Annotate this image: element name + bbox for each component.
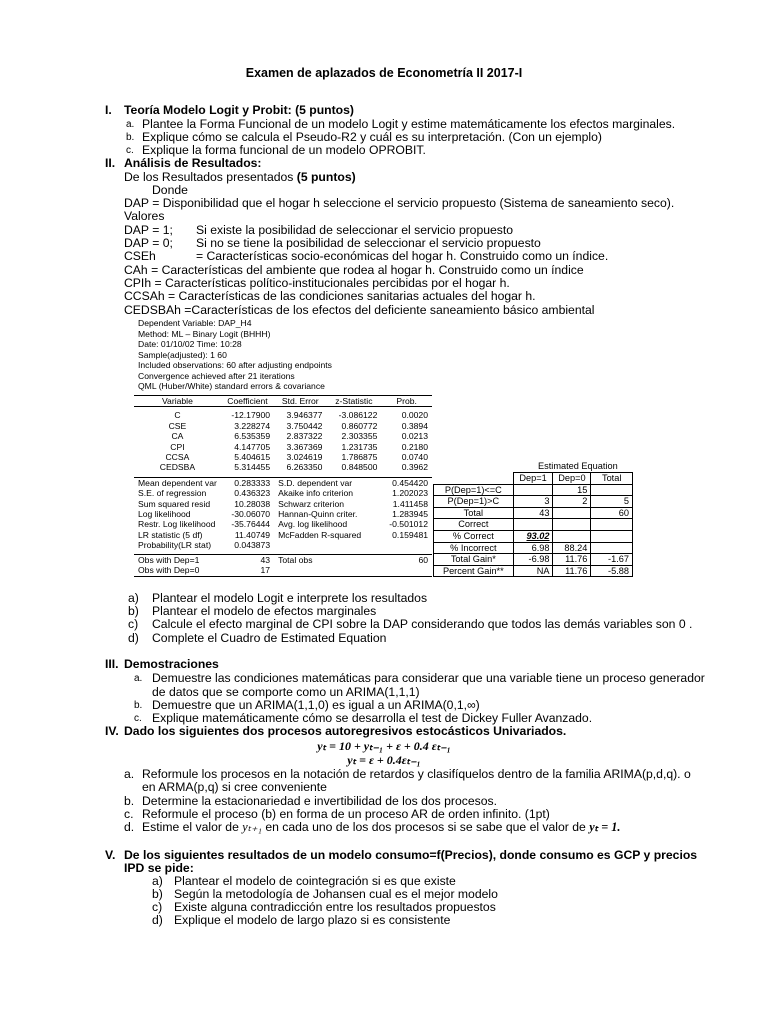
stat-value: 0.436323 [234,488,271,499]
table-cell [513,484,553,496]
stat-value: 0.454420 [381,477,432,488]
table-cell [513,519,553,531]
question-text: Explique matemáticamente cómo se desarrolla el test de Dickey Fuller Avanzado. [152,711,593,725]
stat-label: Schwarz criterion [278,498,344,509]
table-cell: -3.086122 [338,410,378,421]
column-header: Dep=1 [513,473,553,485]
table-row [434,507,633,519]
dap-1-label: DAP = 1; [124,223,173,237]
regression-header [138,318,332,392]
item-marker: a. [124,767,135,781]
table-cell: 0.860772 [341,420,378,431]
question-text: Explique el modelo de largo plazo si es consistente [174,913,451,927]
stats-row [134,499,432,509]
question-text: Explique cómo se calcula el Pseudo-R2 y cuál es su interpretación. (Con un ejemplo) [142,130,602,144]
question-text: Demuestre las condiciones matemáticas para considerar que una variable tiene un proceso generador [152,671,705,685]
stats-row [134,509,432,519]
section-4-heading: Dado los siguientes dos procesos autoregresivos estocásticos Univariados. [124,724,567,738]
table-cell: 0.2180 [401,441,428,452]
question-text: Reformule los procesos en la notación de retardos y clasifíquelos dentro de la familia ARIMA(p,d,q). o [142,767,691,781]
highlighted-cell: 93.02 [526,530,550,541]
stat-label: S.D. dependent var [274,477,381,488]
table-cell: 1.231735 [341,441,378,452]
regression-table-header [134,396,432,407]
stat-value: 0.283333 [221,477,274,488]
table-row [434,496,633,508]
stat-label: S.E. of regression [138,488,207,499]
table-cell: 3 [513,496,553,508]
row-label: P(Dep=1)>C [434,496,514,508]
table-cell: 88.24 [553,542,591,554]
table-cell: CCSA [165,452,190,463]
item-marker: d) [152,913,163,927]
table-cell: 2.303355 [341,431,378,442]
dap-0-text: Si no se tiene la posibilidad de seleccionar el servicio propuesto [196,236,541,250]
item-marker: b. [126,132,135,143]
table-cell: 3.367369 [286,441,323,452]
item-marker: a) [128,591,139,605]
table-row [134,421,432,431]
stats-row [134,477,432,488]
table-cell: 5.404615 [234,452,271,463]
column-header: Total [591,473,633,485]
definition-dap: DAP = Disponibilidad que el hogar h seleccione el servicio propuesto (Sistema de saneamiento seco). [124,196,675,210]
section-1-number: I. [105,103,112,117]
stat-value: 43 [221,554,274,565]
section-2-number: II. [105,156,116,170]
item-marker: a. [134,673,143,684]
regression-header-line: Sample(adjusted): 1 60 [138,349,227,360]
ee-header-row [434,473,633,485]
table-cell: CEDSBA [159,462,196,473]
item-marker: b. [124,794,135,808]
row-label: % Correct [434,530,514,542]
column-header: Variable [134,396,221,407]
row-label: Correct [434,519,514,531]
estimated-equation-title: Estimated Equation [538,461,618,471]
item-marker: b) [152,887,163,901]
table-cell: 11.76 [553,565,591,577]
stat-value [381,540,432,550]
stat-label [274,565,381,576]
stat-value: 10.28038 [234,498,271,509]
table-cell [553,530,591,542]
table-cell: 1.786875 [341,452,378,463]
item-marker: c) [152,900,163,914]
table-row [134,442,432,452]
stat-label: Probability(LR stat) [138,540,212,551]
item-marker: b) [128,604,139,618]
equation-1: yₜ = 10 + yₜ₋₁ + ε + 0.4 εₜ₋₁ [317,739,451,753]
table-cell: -5.88 [591,565,633,577]
table-cell: 0.0740 [401,452,428,463]
task-text: Plantear el modelo de efectos marginales [152,604,377,618]
question-text: Existe alguna contradicción entre los resultados propuestos [174,900,496,914]
definition-cedsbah: CEDSBAh =Características de los efectos del deficiente saneamiento básico ambiental [124,303,595,317]
regression-header-line: Method: ML – Binary Logit (BHHH) [138,328,271,339]
stat-value: 1.202023 [392,488,428,499]
stat-label: Sum squared resid [138,498,211,509]
table-cell: 43 [513,507,553,519]
stat-label: Mean dependent var [134,477,221,488]
table-cell: 2 [553,496,591,508]
stat-label: Restr. Log likelihood [138,519,216,530]
definition-ccsah: CCSAh = Características de las condiciones sanitarias actuales del hogar h. [124,289,536,303]
section-3-number: III. [105,657,119,671]
valores-label: Valores [124,209,165,223]
section-5-heading: De los siguientes resultados de un modelo consumo=f(Precios), donde consumo es GCP y precios [124,848,698,862]
table-cell: 5 [591,496,633,508]
dap-0-label: DAP = 0; [124,236,173,250]
table-cell: -1.67 [591,554,633,566]
stat-value: -35.76444 [231,519,271,530]
table-cell: CPI [170,441,185,452]
table-cell: 0.3962 [401,462,428,473]
table-cell: CA [171,431,184,442]
regression-header-line: Dependent Variable: DAP_H4 [138,318,252,328]
table-cell: CSE [168,420,187,431]
definition-cpih: CPIh = Características político-institucionales percibidas por el hogar h. [124,276,510,290]
item-marker: c. [126,145,134,156]
stat-label: LR statistic (5 df) [138,529,203,540]
task-text: Plantear el modelo Logit e interprete los resultados [152,591,428,605]
stat-value: -30.06070 [231,509,271,520]
column-header: Prob. [381,396,432,407]
stats-row [134,488,432,498]
table-cell: 11.76 [553,554,591,566]
stats-row [134,530,432,540]
stat-value [381,565,432,576]
stat-label: Hannan-Quinn criter. [278,509,358,520]
table-cell: 15 [553,484,591,496]
question-text: Plantee la Forma Funcional de un modelo Logit y estime matemáticamente los efectos marginales. [142,117,676,131]
question-text: Determine la estacionariedad e invertibilidad de los dos procesos. [142,794,497,808]
section-5-heading-cont: IPD se pide: [124,861,194,875]
regression-header-line: QML (Huber/White) standard errors & covariance [138,381,325,391]
estimated-equation-table [433,472,633,577]
stats-row [134,519,432,529]
column-header [434,473,514,485]
row-label: P(Dep=1)<=C [434,484,514,496]
stat-label: Total obs [274,554,381,565]
table-cell [591,530,633,542]
table-cell: 2.837322 [286,431,323,442]
table-cell [553,519,591,531]
table-row [134,410,432,420]
table-cell: C [174,410,181,421]
table-row [134,452,432,462]
question-text: Explique la forma funcional de un modelo OPROBIT. [142,143,426,157]
question-text: Según la metodología de Johansen cual es el mejor modelo [174,887,498,901]
stat-label: McFadden R-squared [278,529,362,540]
table-cell: 0.0213 [401,431,428,442]
stat-value: 1.411458 [392,498,428,509]
item-marker: d. [124,820,135,834]
donde-label: Donde [152,183,188,197]
equation-2: yₜ = ε + 0.4εₜ₋₁ [347,753,421,767]
table-row [434,565,633,577]
cseh-text: = Características socio-económicas del hogar h. Construido como un índice. [196,249,609,263]
stat-value: 60 [381,554,432,565]
regression-header-line: Date: 01/10/02 Time: 10:28 [138,339,242,349]
stat-value: 11.40749 [234,529,271,540]
item-marker: b. [134,700,143,711]
table-cell: 4.147705 [234,441,271,452]
table-row [434,519,633,531]
item-marker: c. [124,807,134,821]
cseh-label: CSEh [124,249,156,263]
stat-label: Obs with Dep=1 [134,554,221,565]
section-3-heading: Demostraciones [124,657,219,671]
table-cell [591,542,633,554]
stat-value: 17 [221,565,274,576]
item-marker: a) [152,874,163,888]
task-text: Complete el Cuadro de Estimated Equation [152,631,387,645]
column-header: z-Statistic [326,396,381,407]
question-text: Reformule el proceso (b) en forma de un proceso AR de orden infinito. (1pt) [142,807,550,821]
column-header: Coefficient [221,396,274,407]
table-row [134,462,432,472]
table-cell: -12.17900 [231,410,271,421]
row-label: Percent Gain** [434,565,514,577]
table-cell: 5.314455 [234,462,271,473]
stat-label: Log likelihood [138,509,191,520]
table-cell: 6.263350 [286,462,323,473]
question-text: Demuestre que un ARIMA(1,1,0) es igual a un ARIMA(0,1,∞) [152,698,480,712]
stat-value: -0.501012 [389,519,428,530]
table-cell: 3.946377 [286,410,323,421]
table-row [434,554,633,566]
table-cell: 0.3894 [401,420,428,431]
stat-label: Avg. log likelihood [278,519,348,530]
row-label: % Incorrect [434,542,514,554]
question-text: de datos que se comporte como un ARIMA(1,1,1) [152,685,420,699]
section-2-intro: De los Resultados presentados (5 puntos) [124,170,356,184]
table-row [434,484,633,496]
item-marker: c) [128,617,139,631]
stat-label [274,540,381,550]
table-row [134,431,432,441]
table-cell: 60 [591,507,633,519]
stat-label: Akaike info criterion [278,488,354,499]
table-cell [591,484,633,496]
table-cell: 3.750442 [286,420,323,431]
regression-header-line: Included observations: 60 after adjusting endpoints [138,360,332,370]
question-text: Estime el valor de yₜ₊₁ en cada uno de los dos procesos si se sabe que el valor de yₜ = 1. [142,820,621,834]
section-2-heading: Análisis de Resultados: [124,156,262,170]
section-1-heading: Teoría Modelo Logit y Probit: (5 puntos) [124,103,354,117]
table-cell: 0.0020 [401,410,428,421]
section-5-number: V. [105,848,116,862]
table-row [434,542,633,554]
item-marker: c. [134,713,142,724]
column-header: Dep=0 [553,473,591,485]
table-cell: 3.228274 [234,420,271,431]
table-cell: 6.535359 [234,431,271,442]
item-marker: d) [128,631,139,645]
stat-label: Obs with Dep=0 [134,565,221,576]
table-row [434,530,633,542]
stat-value: 0.043873 [234,540,271,551]
table-cell [553,507,591,519]
task-text: Calcule el efecto marginal de CPI sobre la DAP considerando que todos las demás variables son 0 . [152,617,693,631]
page-title: Examen de aplazados de Econometría II 2017-I [245,66,523,80]
stat-value: 0.159481 [392,529,428,540]
table-cell: NA [513,565,553,577]
table-cell: 0.848500 [341,462,378,473]
section-4-number: IV. [105,724,119,738]
row-label: Total [434,507,514,519]
question-text: en ARMA(p,q) si cree conveniente [142,780,327,794]
question-text: Plantear el modelo de cointegración si es que existe [174,874,456,888]
table-cell: 3.024619 [286,452,323,463]
table-cell [591,519,633,531]
dap-1-text: Si existe la posibilidad de seleccionar el servicio propuesto [196,223,514,237]
table-cell: 6.98 [513,542,553,554]
row-label: Total Gain* [434,554,514,566]
obs-row [134,554,432,565]
table-cell: -6.98 [513,554,553,566]
definition-cah: CAh = Características del ambiente que rodea al hogar h. Construido como un índice [124,263,584,277]
regression-table [134,395,432,577]
stats-row [134,540,432,550]
stat-value: 1.283945 [392,509,428,520]
regression-header-line: Convergence achieved after 21 iterations [138,370,295,381]
obs-row [134,565,432,576]
column-header: Std. Error [274,396,326,407]
item-marker: a. [126,119,135,130]
